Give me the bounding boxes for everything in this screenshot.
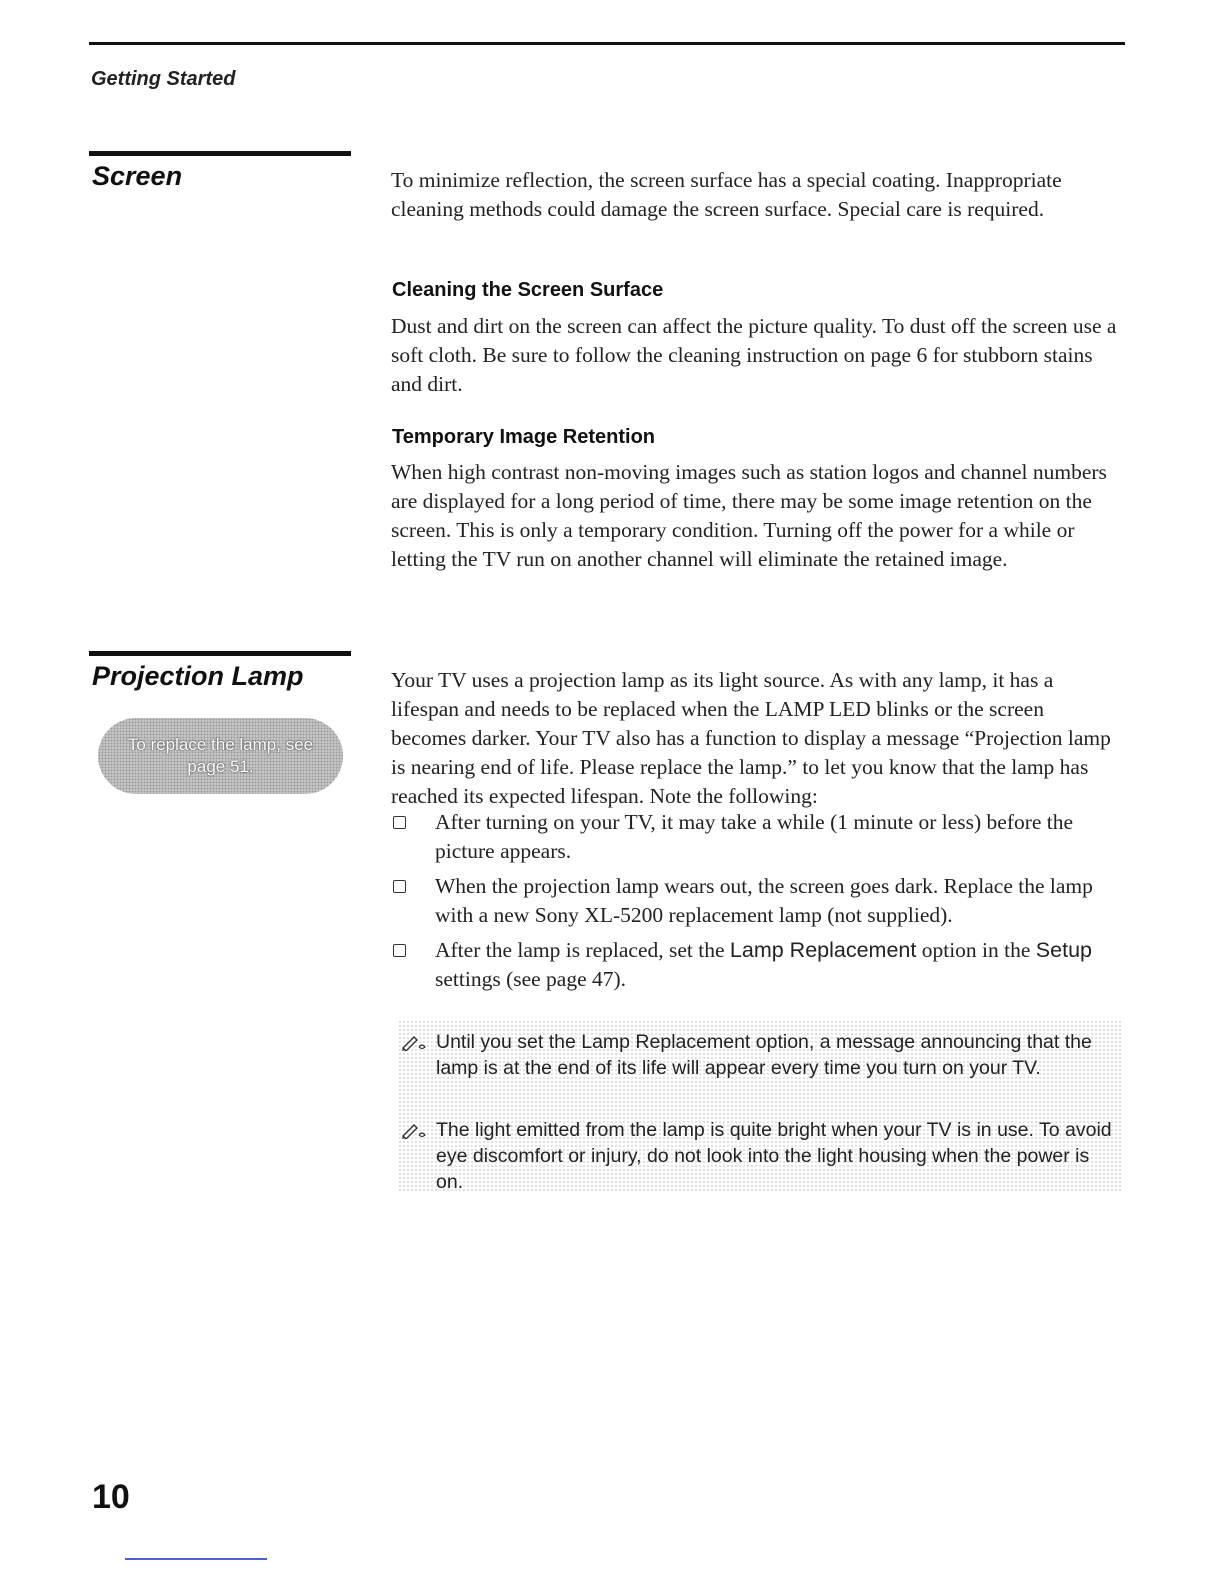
note-text: The light emitted from the lamp is quite bright when your TV is in use. To avoid eye discomfort or injury, do not look into the light housing when the power is on.: [436, 1119, 1112, 1193]
lamp-section-rule: [89, 651, 351, 656]
note-item: [398, 1029, 1118, 1081]
notes-box: [398, 1020, 1122, 1192]
running-head: Getting Started: [91, 68, 236, 90]
list-item: [391, 872, 1123, 930]
screen-section-title: Screen: [92, 161, 183, 191]
note-item: [398, 1117, 1118, 1195]
screen-intro-paragraph: To minimize reflection, the screen surface has a special coating. Inappropriate cleaning methods could damage the screen surface. Special care is required.: [391, 168, 1062, 221]
note-pencil-icon: [400, 1033, 428, 1051]
retention-paragraph: When high contrast non-moving images such as station logos and channel numbers are displayed for a long period of time, there may be some image retention on the screen. This is only a temporary condition. Turning off the power for a while or letting the TV run on another channel will eliminate the retained image.: [391, 460, 1107, 571]
note-pencil-icon: [400, 1121, 428, 1139]
bullet-text-prefix: After the lamp is replaced, set the: [435, 938, 730, 962]
bottom-rule: [125, 1558, 267, 1560]
lamp-bullet-list: [391, 808, 1123, 1000]
lamp-intro-paragraph: Your TV uses a projection lamp as its light source. As with any lamp, it has a lifespan and needs to be replaced when the LAMP LED blinks or the screen becomes darker. Your TV also has a function to display a message “Projection lamp is nearing end of life. Please replace the lamp.” to let you know that the lamp has reached its expected lifespan. Note the following:: [391, 668, 1111, 808]
lamp-section-title: Projection Lamp: [92, 661, 304, 691]
lamp-callout-text: To replace the lamp, see page 51.: [127, 735, 314, 776]
cleaning-paragraph: Dust and dirt on the screen can affect the picture quality. To dust off the screen use a soft cloth. Be sure to follow the cleaning instruction on page 6 for stubborn stains and dirt.: [391, 314, 1117, 396]
checkbox-bullet-icon: [393, 816, 406, 829]
screen-section-rule: [89, 151, 351, 156]
checkbox-bullet-icon: [393, 944, 406, 957]
page-number: 10: [92, 1478, 130, 1516]
setup-menu-name: Setup: [1035, 938, 1092, 962]
bullet-text-middle: option in the: [916, 938, 1036, 962]
lamp-callout-bubble: [98, 718, 343, 794]
retention-heading: Temporary Image Retention: [392, 426, 656, 448]
lamp-replacement-option-name: Lamp Replacement: [729, 938, 917, 962]
top-rule: [89, 42, 1125, 45]
bullet-text: When the projection lamp wears out, the screen goes dark. Replace the lamp with a new Sony XL-5200 replacement lamp (not supplied).: [435, 874, 1093, 927]
cleaning-heading: Cleaning the Screen Surface: [392, 279, 664, 301]
note-text: Until you set the Lamp Replacement option, a message announcing that the lamp is at the end of its life will appear every time you turn on your TV.: [436, 1031, 1092, 1079]
bullet-text: After turning on your TV, it may take a while (1 minute or less) before the picture appears.: [435, 810, 1074, 863]
checkbox-bullet-icon: [393, 880, 406, 893]
bullet-text-suffix: settings (see page 47).: [435, 967, 627, 991]
list-item: [391, 808, 1123, 866]
list-item: [391, 936, 1123, 994]
